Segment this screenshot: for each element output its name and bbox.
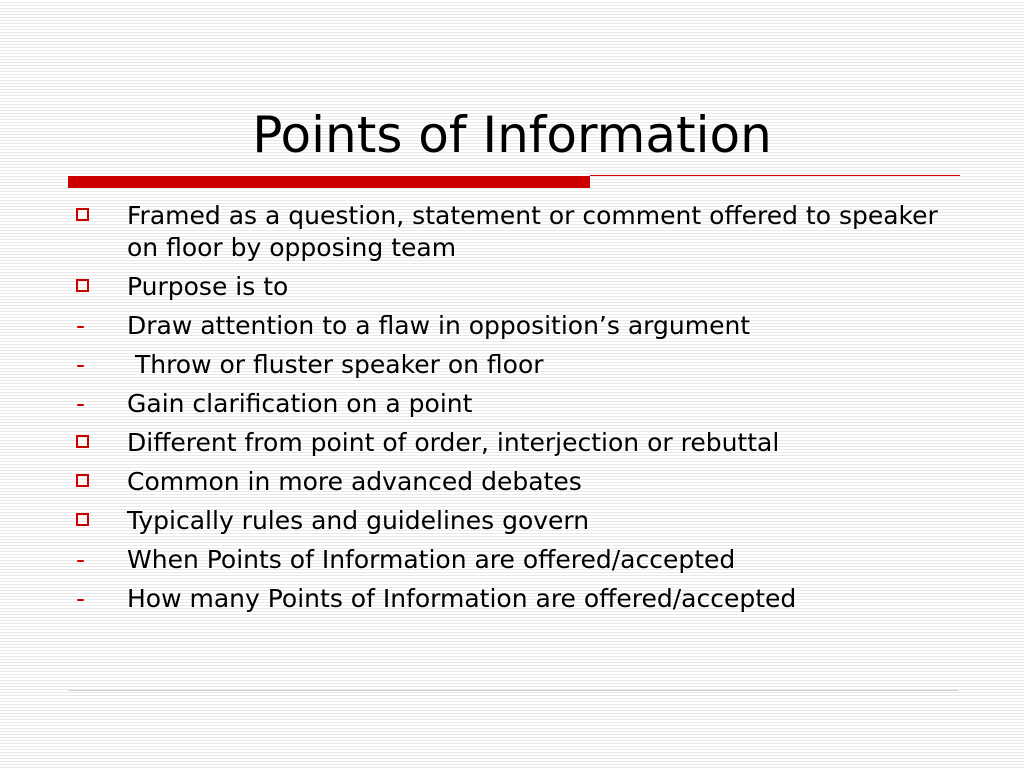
square-bullet-icon [76, 513, 89, 526]
list-item-text: Throw or fluster speaker on floor [127, 350, 544, 379]
list-item [68, 271, 968, 303]
square-bullet-icon [76, 208, 89, 221]
list-item-text: When Points of Information are offered/accepted [127, 545, 736, 574]
dash-bullet: - [76, 350, 86, 379]
list-item [68, 349, 968, 381]
dash-bullet: - [76, 311, 86, 340]
list-item-text: Purpose is to [127, 272, 289, 301]
list-item [68, 505, 968, 537]
list-item [68, 310, 968, 342]
list-item [68, 388, 968, 420]
bullet-list [68, 200, 968, 622]
square-bullet-icon [76, 474, 89, 487]
dash-bullet: - [76, 389, 86, 418]
list-item [68, 544, 968, 576]
footer-divider [68, 690, 958, 691]
list-item [68, 583, 968, 615]
list-item-text: How many Points of Information are offered/accepted [127, 584, 797, 613]
square-bullet-icon [76, 279, 89, 292]
dash-bullet: - [76, 584, 86, 613]
list-item-text: Different from point of order, interjection or rebuttal [127, 428, 780, 457]
dash-bullet: - [76, 545, 86, 574]
list-item-text: Common in more advanced debates [127, 467, 582, 496]
square-bullet-icon [76, 435, 89, 448]
list-item-text: Gain clarification on a point [127, 389, 473, 418]
list-item-text: Draw attention to a flaw in opposition’s argument [127, 311, 751, 340]
title-underline-thick [68, 176, 590, 188]
list-item [68, 200, 968, 264]
list-item [68, 466, 968, 498]
list-item [68, 427, 968, 459]
list-item-text: Typically rules and guidelines govern [127, 506, 590, 535]
slide-title: Points of Information [252, 106, 772, 164]
title-underline-thin [590, 175, 960, 176]
list-item-text: Framed as a question, statement or comment offered to speaker on floor by opposing team [127, 201, 946, 262]
